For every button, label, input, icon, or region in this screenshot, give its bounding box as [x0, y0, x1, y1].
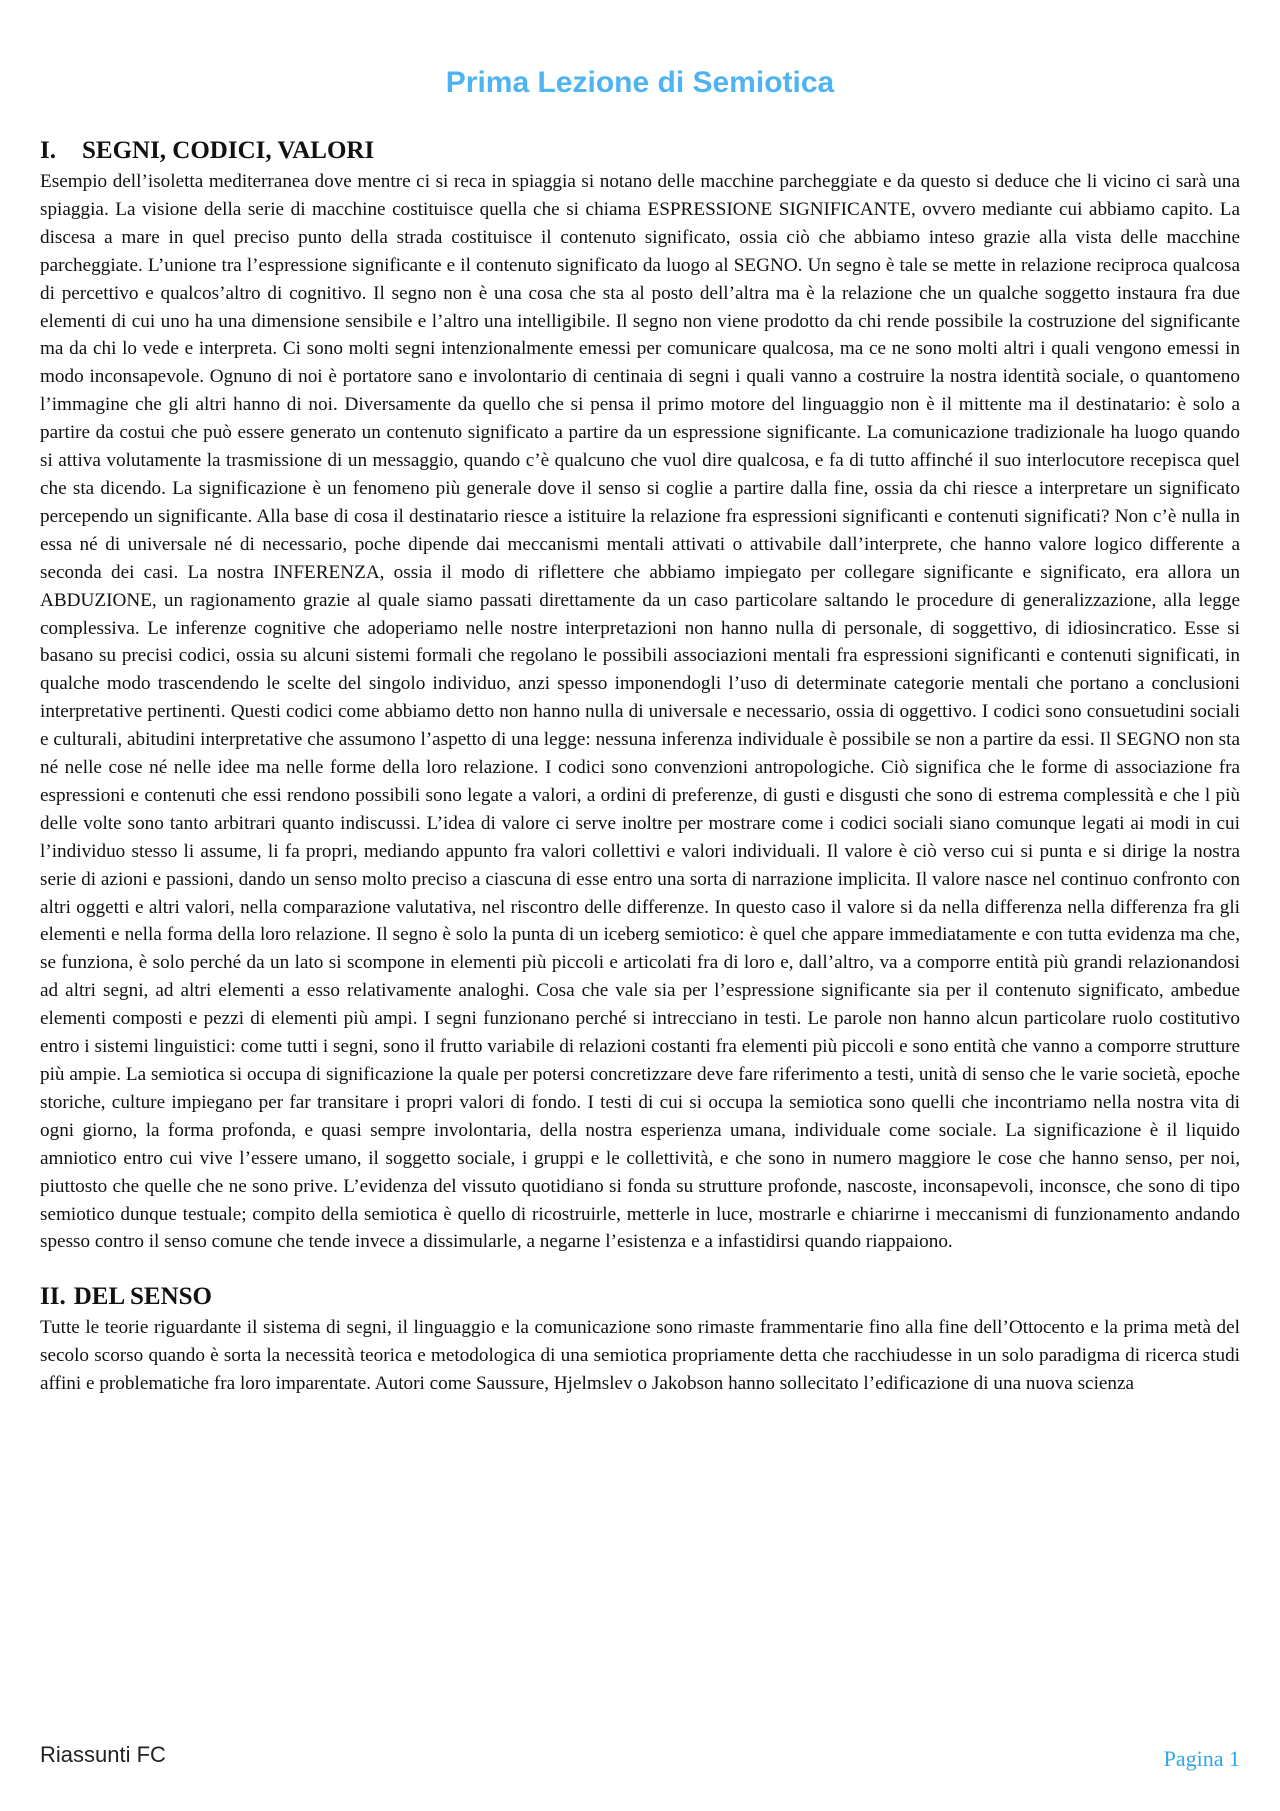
section-number-2: II.	[40, 1283, 66, 1311]
footer-source: Riassunti FC	[40, 1742, 166, 1767]
section-number-1: I.	[40, 137, 56, 164]
section-title-1: SEGNI, CODICI, VALORI	[82, 137, 375, 164]
section-heading-2	[40, 1282, 1240, 1312]
section-heading-1	[40, 136, 1240, 166]
page-number: Pagina 1	[1163, 1746, 1240, 1771]
section-paragraph-1: Esempio dell’isoletta mediterranea dove mentre ci si reca in spiaggia si notano delle macchine parcheggiate e da questo si deduce che li vicino ci sarà una spiaggia. La visione della serie di macchine costituisce quella che si chiama ESPRESSIONE SIGNIFICANTE, ovvero mediante cui abbiamo capito. La discesa a mare in quel preciso punto della strada costituisce il contenuto significato, ossia ciò che abbiamo inteso grazie alla vista delle macchine parcheggiate. L’unione tra l’espressione significante e il contenuto significato da luogo al SEGNO. Un segno è tale se mette in relazione reciproca qualcosa di percettivo e qualcos’altro di cognitivo. Il segno non è una cosa che sta al posto dell’altra ma è la relazione che un qualche soggetto instaura fra due elementi di cui uno ha una dimensione sensibile e l’altro una intelligibile. Il segno non viene prodotto da chi rende possibile la costruzione del significante ma da chi lo vede e interpreta. Ci sono molti segni intenzionalmente emessi per comunicare qualcosa, ma ce ne sono molti altri i quali vengono emessi in modo inconsapevole. Ognuno di noi è portatore sano e involontario di centinaia di segni i quali vanno a costruire la nostra identità sociale, o quantomeno l’immagine che gli altri hanno di noi. Diversamente da quello che si pensa il primo motore del linguaggio non è il mittente ma il destinatario: è solo a partire da costui che può essere generato un contenuto significato a partire da un espressione significante. La comunicazione tradizionale ha luogo quando si attiva volutamente la trasmissione di un messaggio, quando c’è qualcuno che vuol dire qualcosa, e fa di tutto affinché il suo interlocutore recepisca quel che sta dicendo. La significazione è un fenomeno più generale dove il senso si coglie a partire dalla fine, ossia da chi riesce a interpretare un significato percependo un significante. Alla base di cosa il destinatario riesce a istituire la relazione fra espressioni significanti e contenuti significati? Non c’è nulla in essa né di universale né di necessario, poche dipende dai meccanismi mentali attivati o attivabile dall’interprete, che hanno valore logico differente a seconda dei casi. La nostra INFERENZA, ossia il modo di riflettere che abbiamo impiegato per collegare significante e significato, era allora un ABDUZIONE, un ragionamento grazie al quale siamo passati direttamente da un caso particolare saltando le procedure di generalizzazione, alla legge complessiva. Le inferenze cognitive che adoperiamo nelle nostre interpretazioni non hanno nulla di personale, di soggettivo, di idiosincratico. Esse si basano su precisi codici, ossia su alcuni sistemi formali che regolano le possibili associazioni mentali fra espressioni significanti e contenuti significati, in qualche modo trascendendo le scelte del singolo individuo, anzi spesso imponendogli l’uso di determinate categorie mentali che portano a conclusioni interpretative pertinenti. Questi codici come abbiamo detto non hanno nulla di universale e necessario, ossia di oggettivo. I codici sono consuetudini sociali e culturali, abitudini interpretative che assumono l’aspetto di una legge: nessuna inferenza individuale è possibile se non a partire da essi. Il SEGNO non sta né nelle cose né nelle idee ma nelle forme della loro relazione. I codici sono convenzioni antropologiche. Ciò significa che le forme di associazione fra espressioni e contenuti che essi rendono possibili sono legate a valori, a ordini di preferenze, di gusti e disgusti che sono di estrema complessità e che l più delle volte sono tanto arbitrari quanto indiscussi. L’idea di valore ci serve inoltre per mostrare come i codici sociali siano comunque legati ai modi in cui l’individuo stesso li assume, li fa propri, mediando appunto fra valori collettivi e valori individuali. Il valore è ciò verso cui si punta e si dirige la nostra serie di azioni e passioni, dando un senso molto preciso a ciascuna di esse entro una sorta di narrazione implicita. Il valore nasce nel continuo confronto con altri oggetti e altri valori, nella comparazione valutativa, nel riscontro delle differenze. In questo caso il valore si da nella differenza nella differenza fra gli elementi e nella forma della loro relazione. Il segno è solo la punta di un iceberg semiotico: è quel che appare immediatamente e con tutta evidenza ma che, se funziona, è solo perché da un lato si scompone in elementi più piccoli e articolati fra di loro e, dall’altro, va a comporre entità più grandi relazionandosi ad altri segni, ad altri elementi a esso relativamente analoghi. Cosa che vale sia per l’espressione significante sia per il contenuto significato, ambedue elementi composti e pezzi di elementi più ampi. I segni funzionano perché si intrecciano in testi. Le parole non hanno alcun particolare ruolo costitutivo entro i sistemi linguistici: come tutti i segni, sono il frutto variabile di relazioni costanti fra elementi più piccoli e sono entità che vanno a comporre strutture più ampie. La semiotica si occupa di significazione la quale per potersi concretizzare deve fare riferimento a testi, unità di senso che le varie società, epoche storiche, culture impiegano per far transitare i propri valori di fondo. I testi di cui si occupa la semiotica sono quelli che incontriamo nella nostra vita di ogni giorno, la forma profonda, e quasi sempre involontaria, della nostra esperienza umana, individuale come sociale. La significazione è il liquido amniotico entro cui vive l’essere umano, il soggetto sociale, i gruppi e le collettività, e che sono in numero maggiore le cose che hanno senso, per noi, piuttosto che quelle che ne sono prive. L’evidenza del vissuto quotidiano si fonda su strutture profonde, nascoste, inconsapevoli, inconsce, che sono di tipo semiotico dunque testuale; compito della semiotica è quello di ricostruirle, metterle in luce, mostrarle e chiarirne i meccanismi di funzionamento andando spesso contro il senso comune che tende invece a dissimularle, a negarne l’esistenza e a infastidirsi quando riappaiono.	[40, 171, 1240, 1253]
section-title-2: DEL SENSO	[73, 1283, 212, 1311]
document-body	[40, 136, 1240, 1398]
document-title: Prima Lezione di Semiotica	[445, 66, 835, 99]
section-paragraph-2: Tutte le teorie riguardante il sistema di segni, il linguaggio e la comunicazione sono rimaste frammentarie fino alla fine dell’Ottocento e la prima metà del secolo scorso quando è sorta la necessità teorica e metodologica di una semiotica propriamente detta che racchiudesse in un solo paradigma di ricerca studi affini e problematiche fra loro imparentate. Autori come Saussure, Hjelmslev o Jakobson hanno sollecitato l’edificazione di una nuova scienza	[40, 1317, 1240, 1395]
